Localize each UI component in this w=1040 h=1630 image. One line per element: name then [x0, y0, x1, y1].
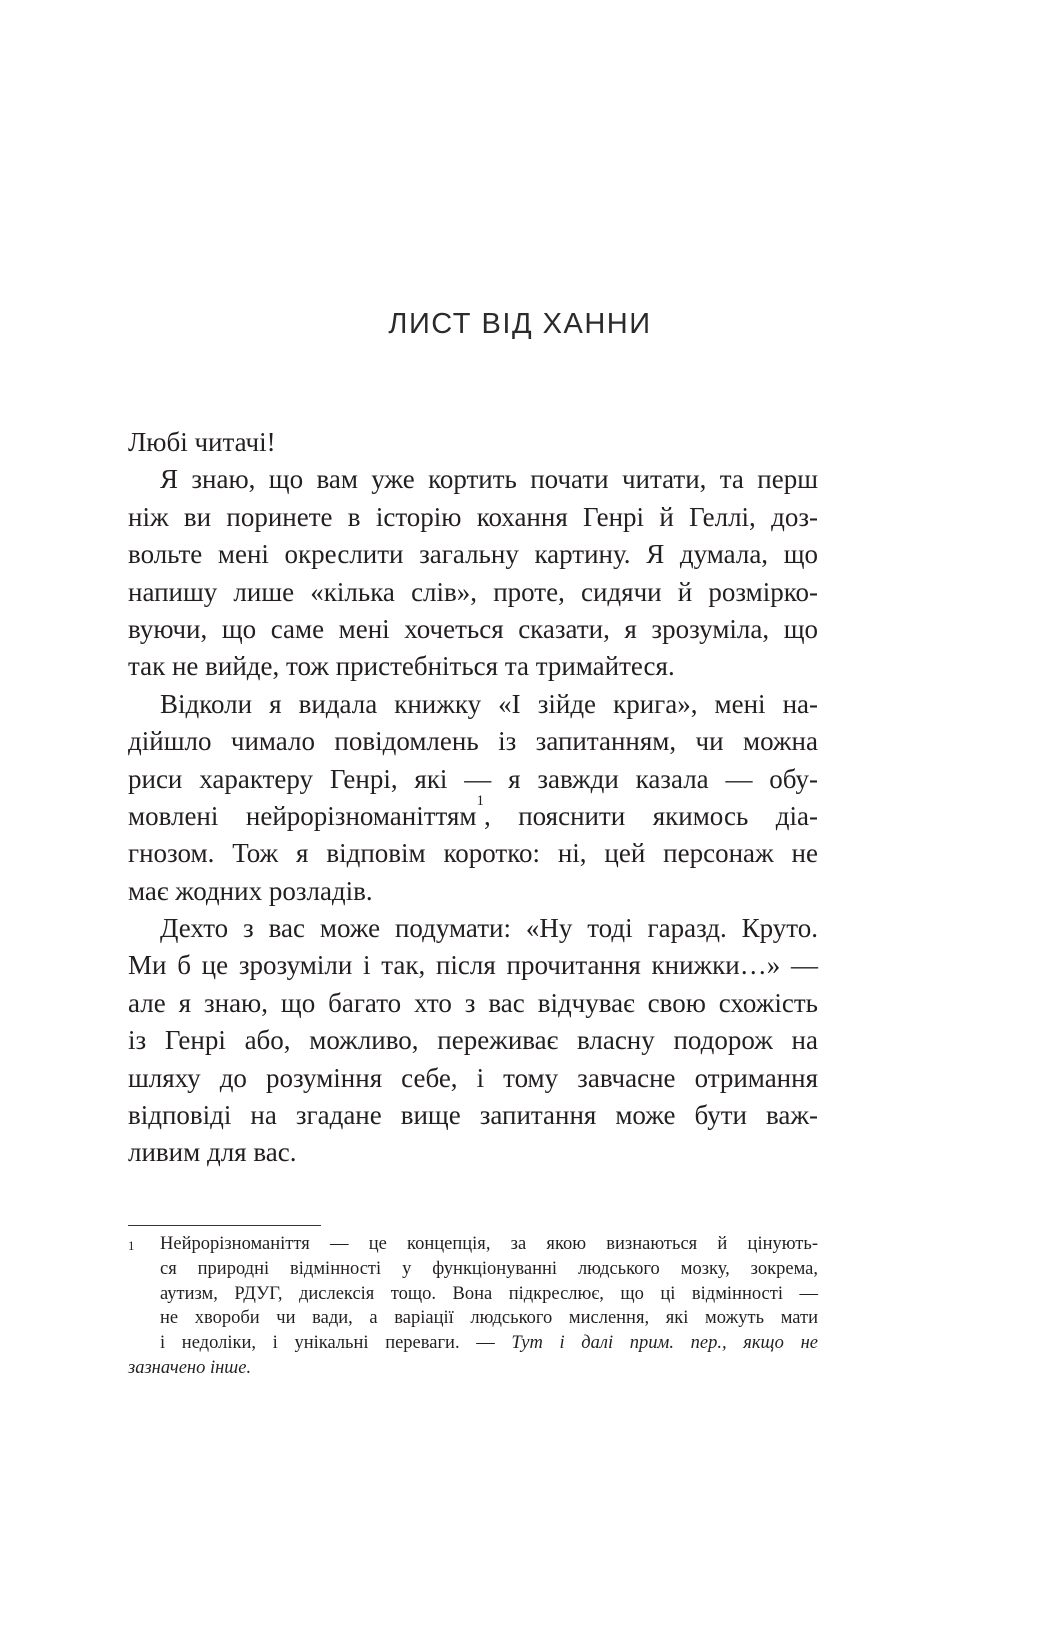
text-line: Я знаю, що вам уже кортить почати читати, та перш	[160, 464, 818, 495]
text-fragment: мовлені нейрорізноманіттям	[128, 800, 477, 831]
paragraph-2	[128, 686, 818, 910]
footnote-line: не хвороби чи вади, а варіації людського мислення, які можуть мати	[160, 1308, 818, 1329]
text-line: із Генрі або, можливо, переживає власну подорож на	[128, 1025, 818, 1056]
footnote-line	[160, 1331, 818, 1356]
text-line: але я знаю, що багато хто з вас відчуває свою схожість	[128, 987, 818, 1018]
text-line: шляху до розуміння себе, і тому завчасне отримання	[128, 1062, 818, 1093]
text-line	[128, 792, 818, 835]
footnote-mark: 1	[128, 1238, 135, 1253]
text-line: має жодних розладів.	[128, 875, 373, 906]
letter-body	[128, 424, 818, 1172]
text-line: Дехто з вас може подумати: «Ну тоді гаразд. Круто.	[160, 913, 818, 944]
translator-note: Тут і далі прим. пер., якщо не	[511, 1333, 818, 1354]
text-line: напишу лише «кілька слів», проте, сидячи й розмірко-	[128, 576, 818, 607]
footnote-line	[128, 1356, 818, 1381]
paragraph-3	[128, 910, 818, 1172]
footnote-reference[interactable]: 1	[476, 792, 484, 809]
text-line: дійшло чимало повідомлень із запитанням, чи можна	[128, 726, 818, 757]
footnote-line: ся природні відмінності у функціонуванні людського мозку, зокрема,	[160, 1258, 818, 1279]
text-line: так не вийде, тож пристебніться та тримайтеся.	[128, 651, 675, 682]
text-fragment: , пояснити якимось діа-	[483, 800, 818, 831]
footnote-line: Нейрорізноманіття — це концепція, за якою визнаються й цінують-	[160, 1234, 818, 1254]
footnote	[128, 1232, 818, 1381]
footnote-divider	[128, 1225, 321, 1226]
footnote-line: аутизм, РДУГ, дислексія тощо. Вона підкреслює, що ці відмінності —	[160, 1283, 818, 1304]
text-line: вуючи, що саме мені хочеться сказати, я зрозуміла, що	[128, 613, 818, 644]
text-line: риси характеру Генрі, які — я завжди казала — обу-	[128, 763, 818, 794]
text-line: ніж ви поринете в історію кохання Генрі й Геллі, доз-	[128, 501, 818, 532]
text-fragment: і недоліки, і унікальні переваги. —	[160, 1333, 512, 1354]
page-title: ЛИСТ ВІД ХАННИ	[388, 308, 652, 340]
greeting: Любі читачі!	[128, 427, 276, 457]
text-line: Ми б це зрозуміли і так, після прочитання книжки…» —	[128, 950, 818, 981]
text-line: відповіді на згадане вище запитання може бути важ-	[128, 1100, 818, 1131]
translator-note: зазначено інше.	[128, 1357, 252, 1378]
text-line: Відколи я видала книжку «І зійде крига», мені на-	[160, 688, 818, 719]
paragraph-1	[128, 461, 818, 685]
text-line: ливим для вас.	[128, 1137, 297, 1168]
text-line: вольте мені окреслити загальну картину. Я думала, що	[128, 539, 818, 570]
text-line: гнозом. Тож я відповім коротко: ні, цей персонаж не	[128, 838, 818, 869]
